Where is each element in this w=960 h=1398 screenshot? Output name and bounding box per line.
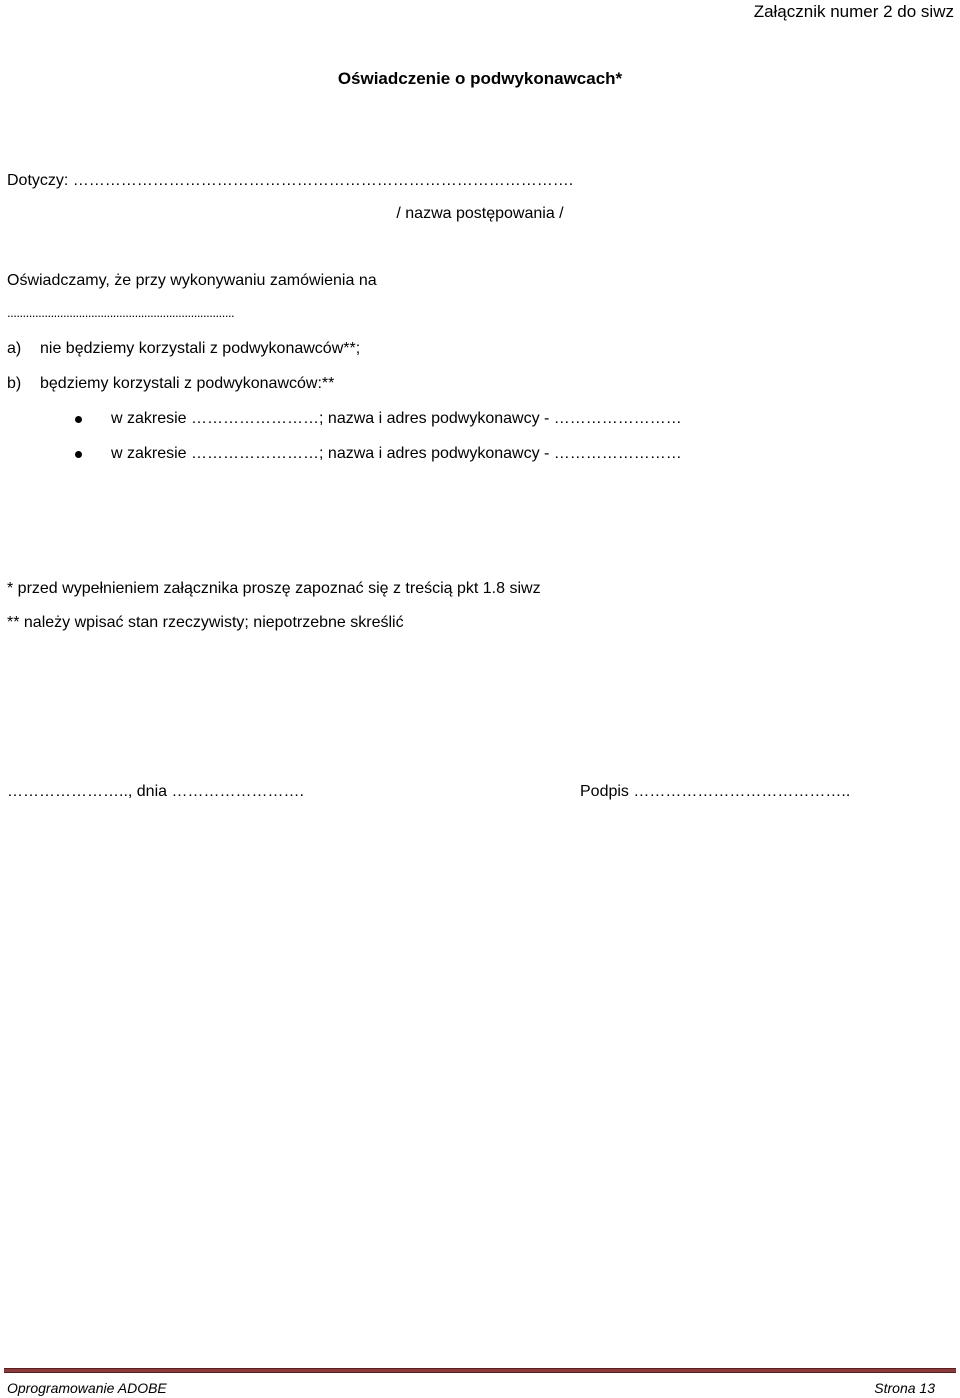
- place-date-line: ………………….., dnia …………………….: [7, 783, 304, 800]
- concerns-line: Dotyczy: ………………………………………………………………………………….: [7, 172, 574, 189]
- bullet-dot-icon: [75, 451, 82, 458]
- footnote-1: * przed wypełnieniem załącznika proszę zapoznać się z treścią pkt 1.8 siwz: [7, 580, 541, 597]
- signature-line: Podpis …………………………………..: [580, 783, 851, 800]
- attachment-label: Załącznik numer 2 do siwz: [753, 2, 954, 21]
- footer-divider: [4, 1368, 956, 1373]
- page-number: Strona 13: [874, 1380, 935, 1396]
- declaration-intro: Oświadczamy, że przy wykonywaniu zamówienia na: [7, 272, 377, 289]
- footnote-2: ** należy wpisać stan rzeczywisty; niepotrzebne skreślić: [7, 614, 404, 631]
- bullet-dot-icon: [75, 416, 82, 423]
- footer-software-label: Oprogramowanie ADOBE: [7, 1380, 167, 1396]
- option-b-letter: b): [7, 375, 22, 392]
- option-a-letter: a): [7, 340, 22, 357]
- subcontractor-bullet-text: w zakresie ……………………; nazwa i adres podwykonawcy - ……………………: [111, 445, 682, 462]
- subcontractor-bullet-text: w zakresie ……………………; nazwa i adres podwykonawcy - ……………………: [111, 410, 682, 427]
- order-name-dots: .........................................................................: [7, 305, 235, 320]
- option-a-text: nie będziemy korzystali z podwykonawców**;: [40, 340, 361, 357]
- proceeding-name-caption: / nazwa postępowania /: [396, 205, 564, 222]
- option-b-text: będziemy korzystali z podwykonawców:**: [40, 375, 335, 392]
- document-title: Oświadczenie o podwykonawcach*: [337, 69, 623, 88]
